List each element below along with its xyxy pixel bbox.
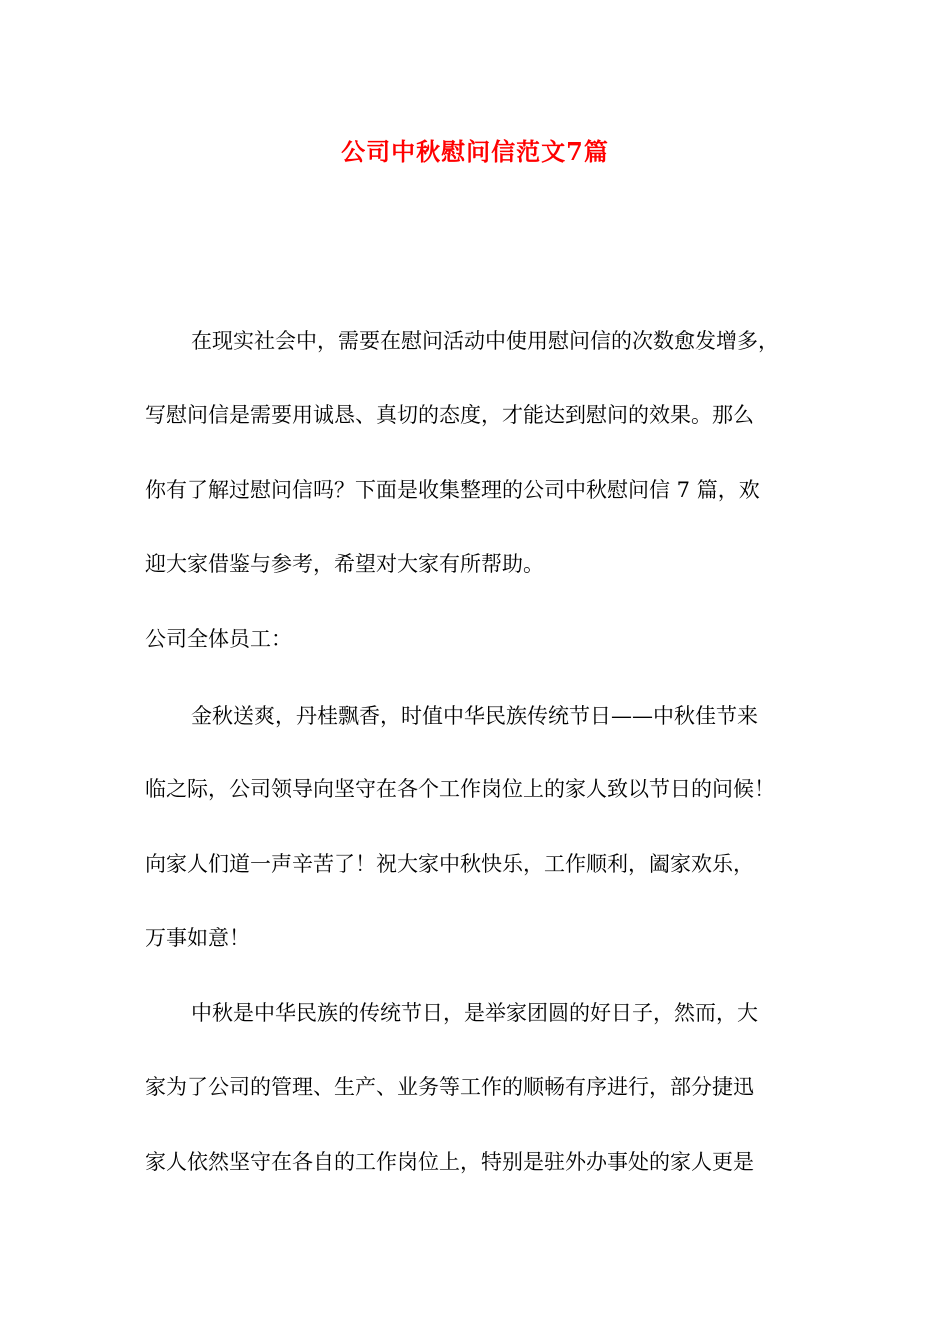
salutation-line: 公司全体员工：	[145, 627, 292, 651]
paragraph-line: 向家人们道一声辛苦了！祝大家中秋快乐，工作顺利，阖家欢乐，	[145, 852, 754, 876]
paragraph-line: 在现实社会中，需要在慰问活动中使用慰问信的次数愈发增多，	[191, 329, 779, 353]
paragraph-line: 写慰问信是需要用诚恳、真切的态度，才能达到慰问的效果。那么	[145, 403, 754, 427]
paragraph-line: 金秋送爽，丹桂飘香，时值中华民族传统节日——中秋佳节来	[191, 704, 758, 728]
paragraph-line: 家人依然坚守在各自的工作岗位上，特别是驻外办事处的家人更是	[145, 1150, 754, 1174]
paragraph-line: 家为了公司的管理、生产、业务等工作的顺畅有序进行，部分捷迅	[145, 1075, 754, 1099]
document-title: 公司中秋慰问信范文7篇	[341, 137, 609, 166]
paragraph-line: 迎大家借鉴与参考，希望对大家有所帮助。	[145, 552, 544, 576]
paragraph-line: 临之际，公司领导向坚守在各个工作岗位上的家人致以节日的问候！	[145, 777, 775, 801]
paragraph-line: 中秋是中华民族的传统节日，是举家团圆的好日子，然而，大	[191, 1001, 758, 1025]
paragraph-line: 万事如意！	[145, 926, 250, 950]
paragraph-line: 你有了解过慰问信吗？下面是收集整理的公司中秋慰问信 7 篇，欢	[145, 478, 760, 502]
